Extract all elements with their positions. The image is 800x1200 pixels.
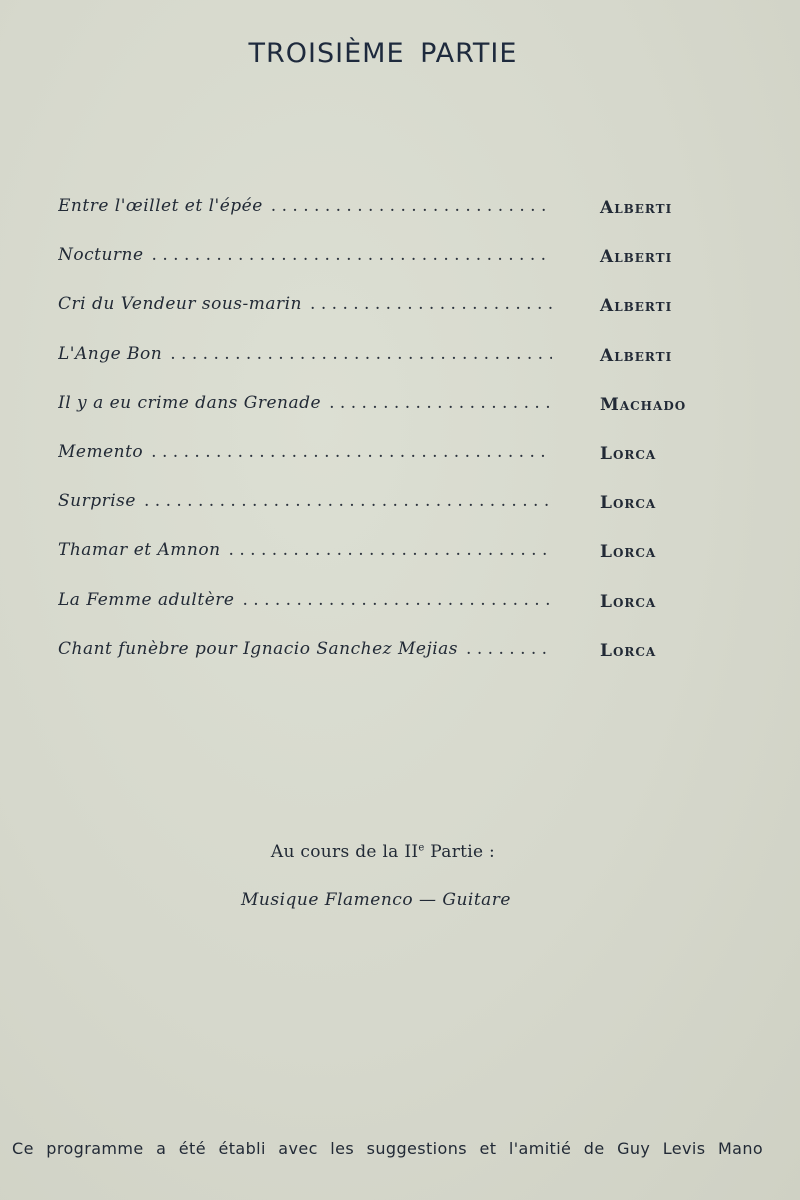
toc-row [58,639,758,688]
toc-row [58,590,758,639]
poem-title: Nocturne [58,245,144,266]
toc-row [58,344,758,393]
poem-title: Thamar et Amnon [58,540,221,561]
poet-name: Lorca [600,640,657,661]
poet-name: Lorca [600,493,657,514]
dot-leader [170,344,552,364]
poem-title: Surprise [58,491,136,512]
poet-name: Alberti [600,345,673,366]
poet-name: Machado [600,394,687,415]
dot-leader [229,540,552,560]
toc-row [58,540,758,589]
poet-name: Alberti [600,247,673,268]
toc-row [58,196,758,245]
poem-title: Cri du Vendeur sous-marin [58,294,303,315]
part-note-suffix: Partie : [424,842,496,862]
poet-name: Lorca [600,542,657,563]
poet-name: Lorca [600,591,657,612]
dot-leader [242,590,552,610]
credits-footer: Ce programme a été établi avec les suggestions et l'amitié de Guy Levis Mano [12,1139,764,1158]
poem-title: Il y a eu crime dans Grenade [58,392,322,413]
dot-leader [271,196,552,216]
poet-name: Alberti [600,296,673,317]
dot-leader [151,442,552,462]
part-note-prefix: Au cours de la II [270,842,419,862]
poem-title: L'Ange Bon [58,343,163,364]
music-note: Musique Flamenco — Guitare [241,890,511,910]
part-note-superscript: e [418,842,425,854]
poem-title: La Femme adultère [58,589,235,610]
poet-name: Alberti [600,198,673,218]
dot-leader [144,491,552,511]
poem-title: Chant funèbre pour Ignacio Sanchez Mejias [58,638,459,659]
part-note [0,842,766,862]
toc-row [58,442,758,491]
dot-leader [329,393,552,413]
toc-row [58,294,758,343]
dot-leader [152,245,552,265]
poem-title: Entre l'œillet et l'épée [58,196,263,216]
poet-name: Lorca [600,443,657,464]
dot-leader [310,294,552,314]
toc-row [58,245,758,294]
dot-leader [466,639,552,659]
toc-row [58,393,758,442]
poem-title: Memento [58,441,144,462]
toc-row [58,491,758,540]
section-heading: TROISIÈME PARTIE [248,38,518,69]
table-of-contents [58,196,758,688]
